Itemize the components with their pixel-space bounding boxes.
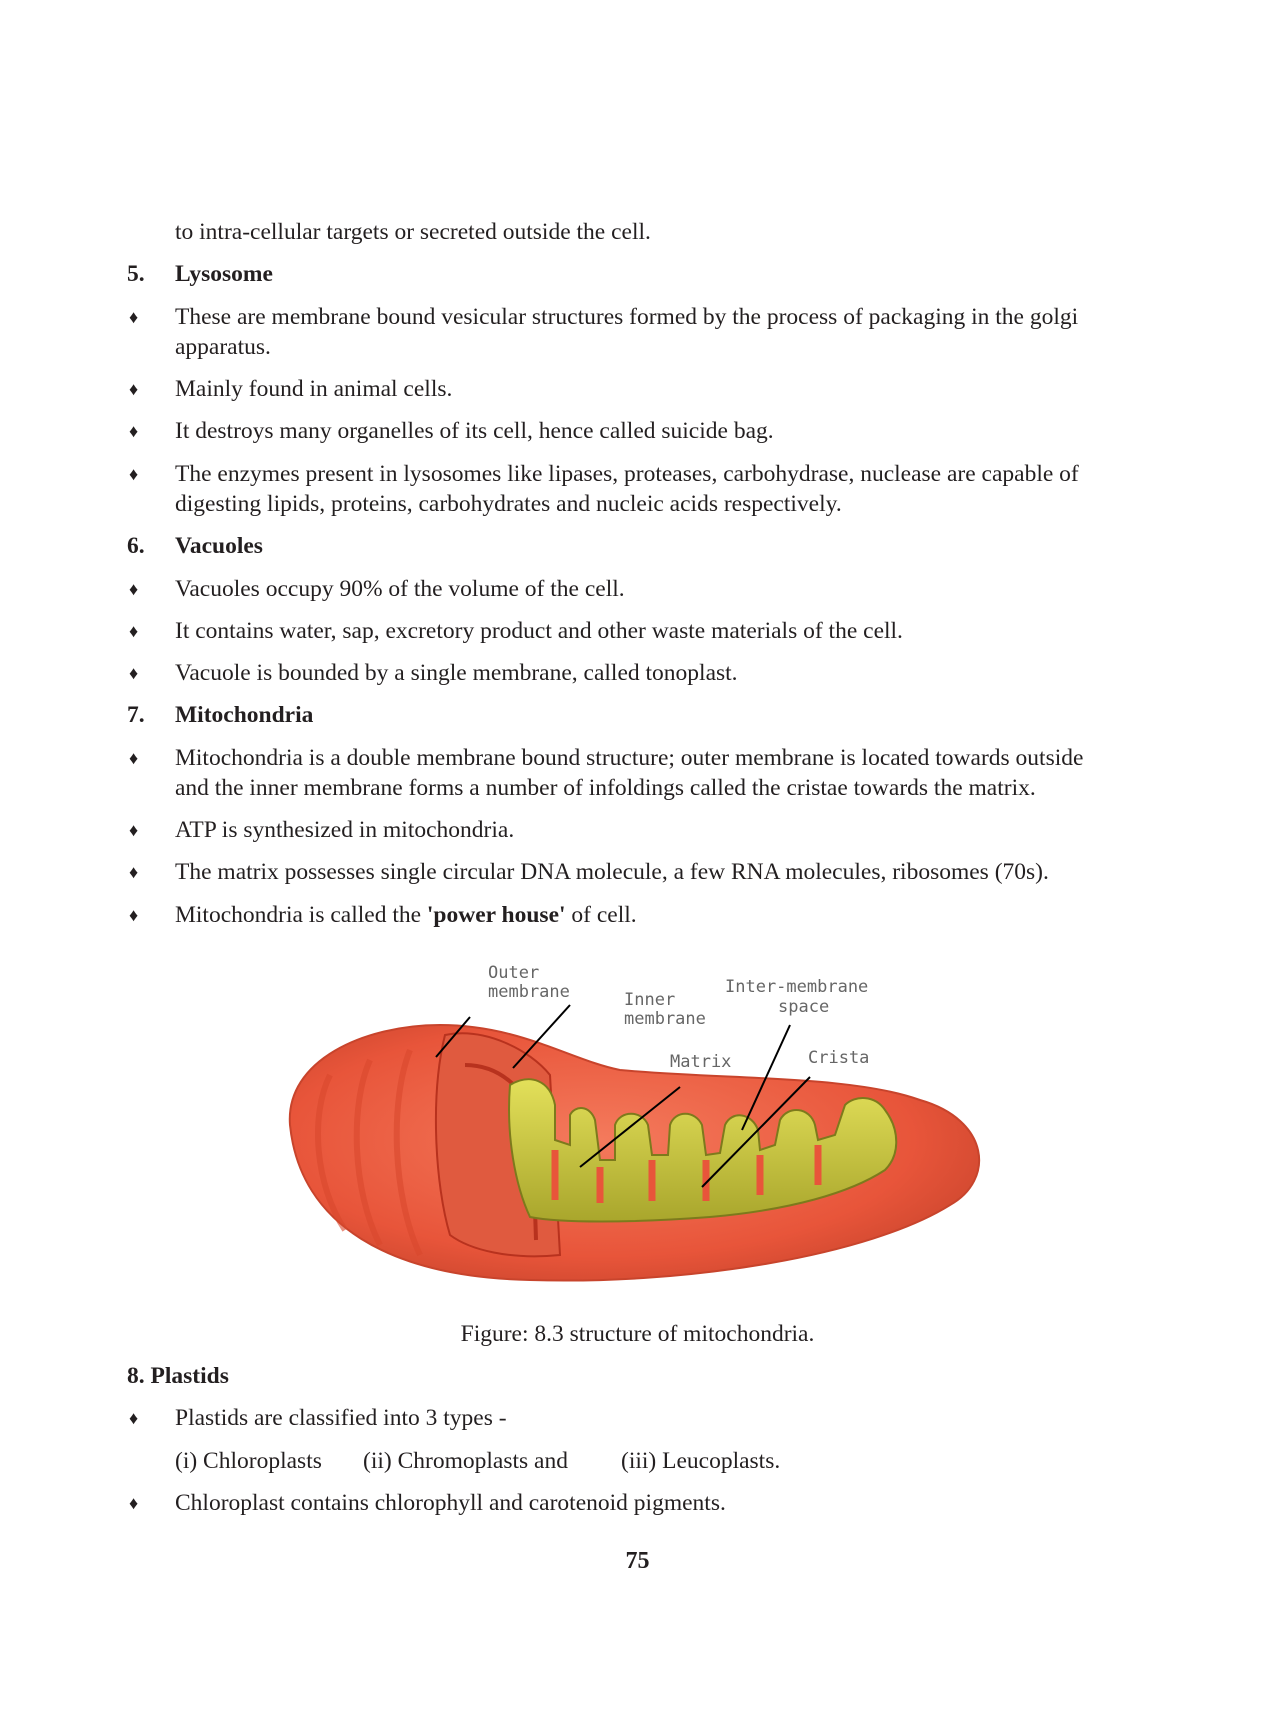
bullet-icon: ♦: [129, 905, 139, 925]
section-title-plastids: 8. Plastids: [127, 1363, 229, 1389]
section-title-vacuoles: Vacuoles: [175, 533, 263, 559]
label-matrix: Matrix: [670, 1052, 732, 1072]
vacuoles-bullet-1: Vacuoles occupy 90% of the volume of the cell.: [175, 576, 625, 602]
mitochondria-diagram: [270, 955, 1010, 1305]
label-crista: Crista: [808, 1048, 870, 1068]
mitochondria-bullet-2: ATP is synthesized in mitochondria.: [175, 817, 515, 843]
figure-caption: Figure: 8.3 structure of mitochondria.: [460, 1321, 815, 1347]
plastid-type-3: (iii) Leucoplasts.: [621, 1448, 781, 1474]
section-number-mitochondria: 7.: [127, 702, 145, 728]
bullet-icon: ♦: [129, 307, 139, 327]
label-outer-2: membrane: [488, 982, 570, 1002]
bullet-icon: ♦: [129, 579, 139, 599]
power-house-term: 'power house': [426, 902, 566, 928]
bullet-icon: ♦: [129, 621, 139, 641]
bullet-icon: ♦: [129, 820, 139, 840]
lysosome-bullet-4-line-2: digesting lipids, proteins, carbohydrates and nucleic acids respectively.: [175, 491, 842, 517]
plastid-type-2: (ii) Chromoplasts and: [363, 1448, 568, 1474]
lysosome-bullet-2: Mainly found in animal cells.: [175, 376, 453, 402]
page-number: 75: [625, 1548, 650, 1574]
vacuoles-bullet-2: It contains water, sap, excretory product and other waste materials of the cell.: [175, 618, 903, 644]
mitochondria-bullet-1-line-2: and the inner membrane forms a number of infoldings called the cristae towards the matrix.: [175, 775, 1036, 801]
mitochondria-bullet-4: [175, 900, 637, 930]
section-title-lysosome: Lysosome: [175, 261, 273, 287]
label-inter-2: space: [778, 997, 830, 1017]
lysosome-bullet-3: It destroys many organelles of its cell, hence called suicide bag.: [175, 418, 774, 444]
label-outer-1: Outer: [488, 963, 540, 983]
lysosome-bullet-1-line-2: apparatus.: [175, 334, 271, 360]
label-inter-1: Inter-membrane: [725, 977, 869, 997]
bullet-icon: ♦: [129, 1408, 139, 1428]
label-inner-1: Inner: [624, 990, 676, 1010]
plastids-bullet-1: Plastids are classified into 3 types -: [175, 1405, 507, 1431]
bullet-icon: ♦: [129, 663, 139, 683]
label-inner-2: membrane: [624, 1009, 706, 1029]
mitochondria-bullet-3: The matrix possesses single circular DNA molecule, a few RNA molecules, ribosomes (70s).: [175, 859, 1049, 885]
section-number-vacuoles: 6.: [127, 533, 145, 559]
bullet-icon: ♦: [129, 862, 139, 882]
lysosome-bullet-1-line-1: These are membrane bound vesicular structures formed by the process of packaging in the golgi: [175, 304, 1079, 330]
mitochondria-bullet-4-post: of cell.: [565, 902, 637, 928]
bullet-icon: ♦: [129, 379, 139, 399]
mitochondria-bullet-1-line-1: Mitochondria is a double membrane bound structure; outer membrane is located towards outside: [175, 745, 1084, 771]
bullet-icon: ♦: [129, 748, 139, 768]
lysosome-bullet-4-line-1: The enzymes present in lysosomes like lipases, proteases, carbohydrase, nuclease are capable of: [175, 461, 1079, 487]
section-title-mitochondria: Mitochondria: [175, 702, 314, 728]
plastid-type-1: (i) Chloroplasts: [175, 1448, 322, 1474]
bullet-icon: ♦: [129, 421, 139, 441]
intro-line: to intra-cellular targets or secreted outside the cell.: [175, 219, 651, 245]
plastids-bullet-2: Chloroplast contains chlorophyll and carotenoid pigments.: [175, 1490, 726, 1516]
bullet-icon: ♦: [129, 464, 139, 484]
section-number-lysosome: 5.: [127, 261, 145, 287]
mitochondria-bullet-4-pre: Mitochondria is called the: [175, 902, 427, 928]
bullet-icon: ♦: [129, 1493, 139, 1513]
vacuoles-bullet-3: Vacuole is bounded by a single membrane, called tonoplast.: [175, 660, 738, 686]
